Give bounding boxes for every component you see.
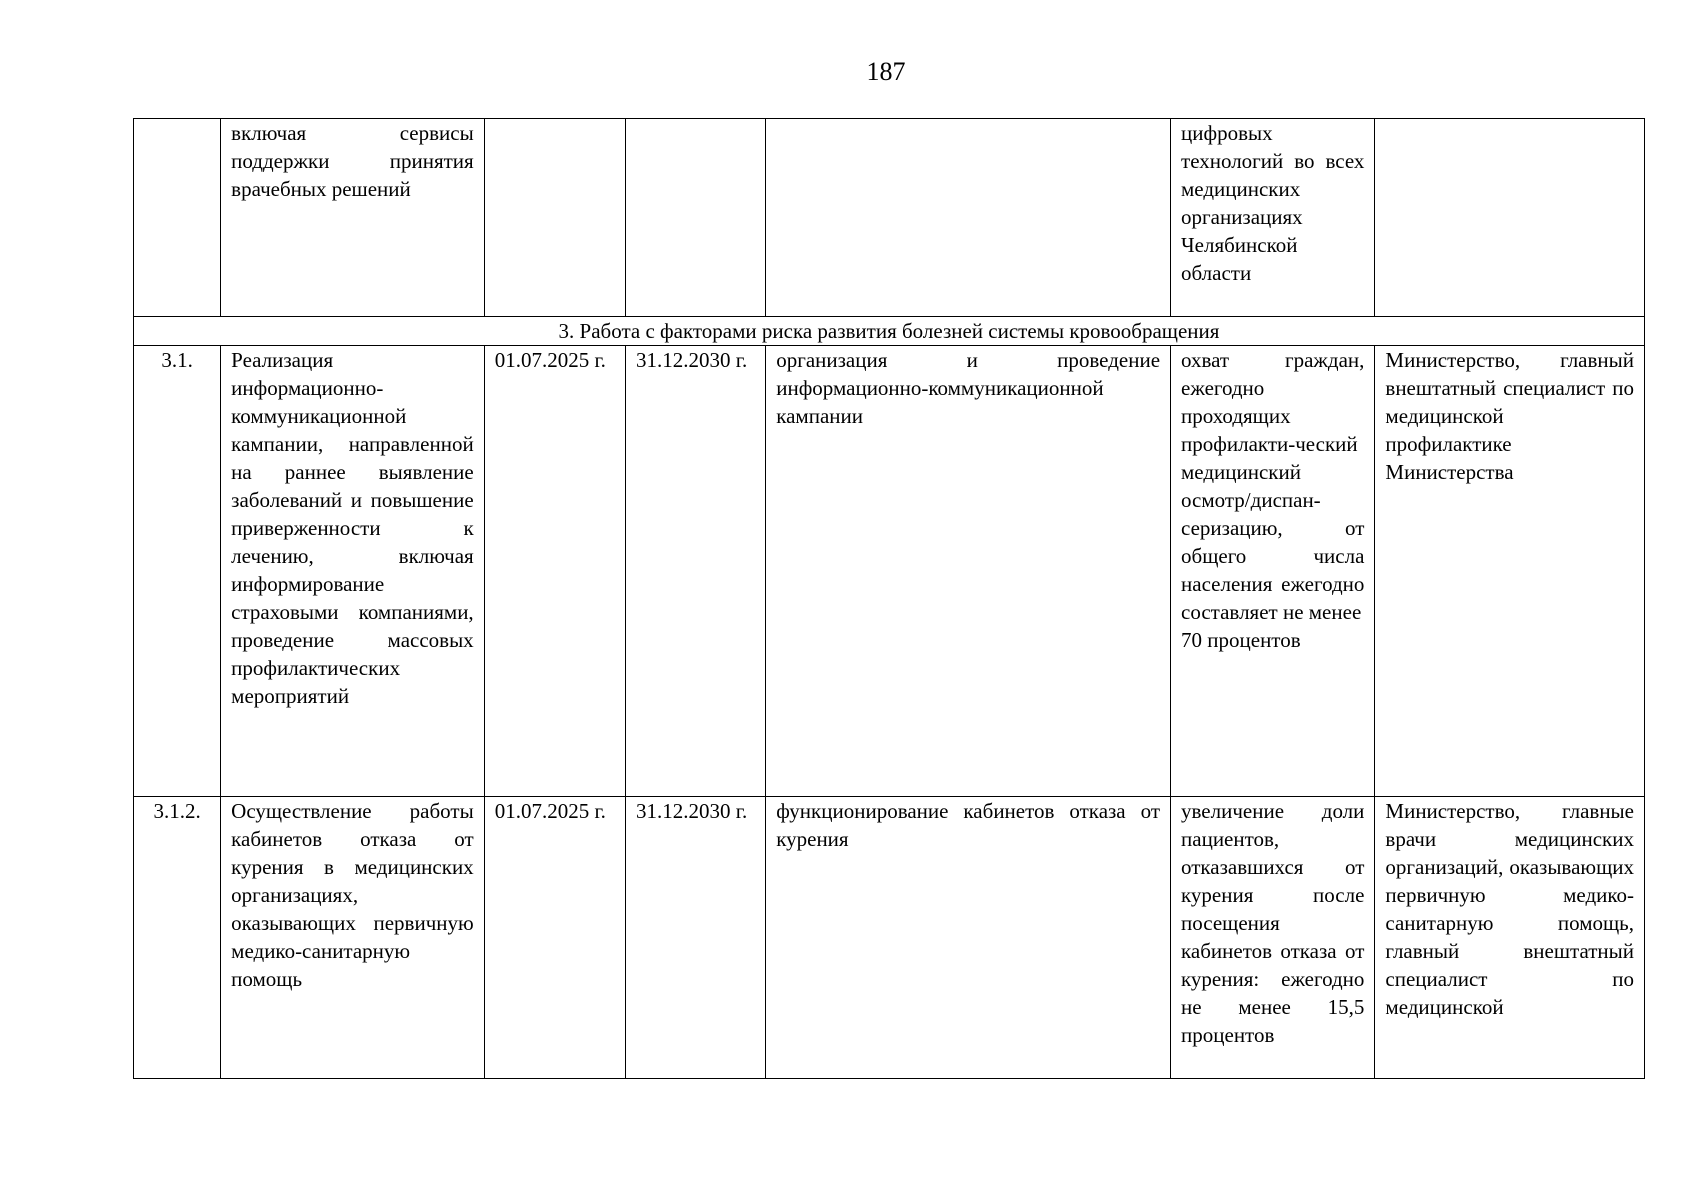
end-date-cell <box>625 797 765 1079</box>
measure-name-cell <box>221 346 485 797</box>
start-date-cell <box>484 797 625 1079</box>
indicator-cell <box>1171 119 1375 317</box>
indicator: увеличение доли пациентов, отказавшихся от курения после посещения кабинетов отказа от курения: ежегодно не менее 15,5 процентов <box>1181 799 1365 1047</box>
measure-name: Осуществление работы кабинетов отказа от курения в медицинских организациях, оказывающих первичную медико-санитарную помощь <box>231 799 474 991</box>
row-number: 3.1.2. <box>134 797 221 1079</box>
responsible: Министерство, главный внештатный специалист по медицинской профилактике Министерства <box>1385 348 1634 484</box>
indicator-cell <box>1171 346 1375 797</box>
table-row <box>134 797 1645 1079</box>
section-row <box>134 317 1645 346</box>
plan-table <box>133 118 1645 1079</box>
section-title: 3. Работа с факторами риска развития болезней системы кровообращения <box>134 317 1645 346</box>
measure-name: включая сервисы поддержки принятия врачебных решений <box>231 121 474 201</box>
result: организация и проведение информационно-коммуникационной кампании <box>776 348 1161 428</box>
table-row <box>134 346 1645 797</box>
start-date: 01.07.2025 г. <box>494 799 606 823</box>
end-date: 31.12.2030 г. <box>635 348 748 372</box>
start-date-cell <box>484 119 625 317</box>
responsible-cell <box>1375 346 1645 797</box>
responsible-cell <box>1375 797 1645 1079</box>
measure-name: Реализация информационно-коммуникационной кампании, направленной на раннее выявление заболеваний и повышение приверженности к лечению, включая информирование страховыми компаниями, проведение массовых профилактических мероприятий <box>231 348 474 708</box>
start-date: 01.07.2025 г. <box>494 348 606 372</box>
end-date-cell <box>625 346 765 797</box>
continuation-row <box>134 119 1645 317</box>
row-number-cell <box>134 119 221 317</box>
responsible-cell <box>1375 119 1645 317</box>
end-date: 31.12.2030 г. <box>635 799 748 823</box>
measure-name-cell <box>221 797 485 1079</box>
indicator: охват граждан, ежегодно проходящих профилакти-ческий медицинский осмотр/диспан-серизацию, от общего числа населения ежегодно составляет не менее 70 процентов <box>1181 348 1365 652</box>
start-date-cell <box>484 346 625 797</box>
result-cell <box>766 797 1171 1079</box>
row-number: 3.1. <box>134 346 221 797</box>
result-cell <box>766 119 1171 317</box>
page-number: 187 <box>866 57 906 86</box>
measure-name-cell <box>221 119 485 317</box>
result: функционирование кабинетов отказа от курения <box>776 799 1161 851</box>
result-cell <box>766 346 1171 797</box>
indicator-cell <box>1171 797 1375 1079</box>
responsible: Министерство, главные врачи медицинских организаций, оказывающих первичную медико-санитарную помощь, главный внештатный специалист по медицинской <box>1385 799 1634 1019</box>
indicator: цифровых технологий во всех медицинских организациях Челябинской области <box>1181 121 1365 285</box>
end-date-cell <box>625 119 765 317</box>
